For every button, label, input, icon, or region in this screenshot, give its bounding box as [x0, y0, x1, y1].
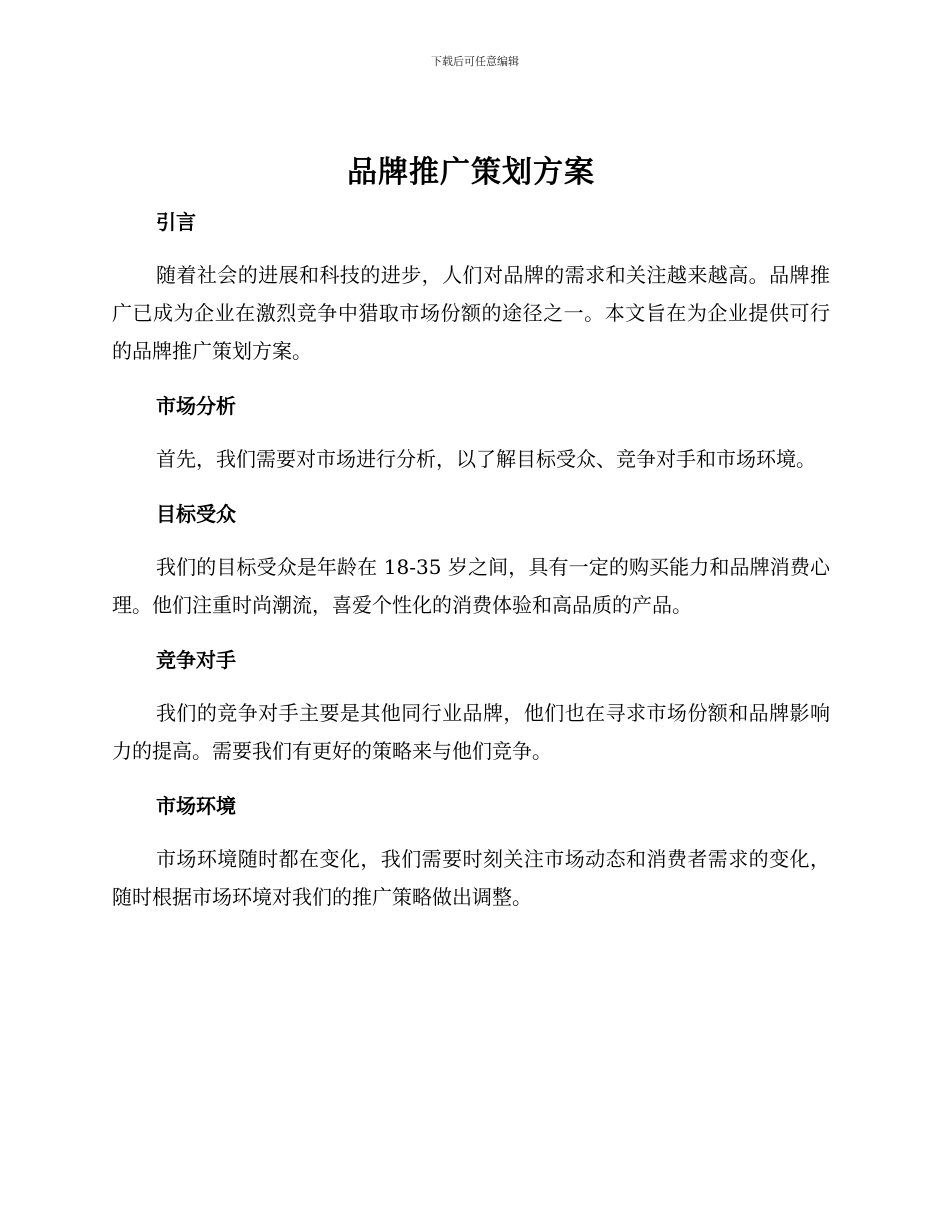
section-paragraph-target-audience: 我们的目标受众是年龄在 18-35 岁之间，具有一定的购买能力和品牌消费心理。他们注重时尚潮流，喜爱个性化的消费体验和高品质的产品。 — [112, 555, 830, 617]
section-heading-market-environment: 市场环境 — [156, 794, 236, 818]
section-heading-target-audience: 目标受众 — [156, 502, 236, 526]
header-note: 下载后可任意编辑 — [431, 55, 519, 68]
section-paragraph-competitors: 我们的竞争对手主要是其他同行业品牌，他们也在寻求市场份额和品牌影响力的提高。需要我们有更好的策略来与他们竞争。 — [112, 701, 830, 763]
document-title: 品牌推广策划方案 — [347, 155, 595, 190]
section-heading-introduction: 引言 — [156, 210, 196, 234]
section-paragraph-introduction: 随着社会的进展和科技的进步，人们对品牌的需求和关注越来越高。品牌推广已成为企业在激烈竞争中猎取市场份额的途径之一。本文旨在为企业提供可行的品牌推广策划方案。 — [112, 263, 830, 363]
section-heading-competitors: 竞争对手 — [156, 648, 236, 672]
section-heading-market-analysis: 市场分析 — [156, 394, 236, 418]
document-content — [112, 150, 830, 936]
section-paragraph-market-analysis: 首先，我们需要对市场进行分析，以了解目标受众、竞争对手和市场环境。 — [156, 447, 816, 471]
section-paragraph-market-environment: 市场环境随时都在变化，我们需要时刻关注市场动态和消费者需求的变化，随时根据市场环境对我们的推广策略做出调整。 — [112, 847, 830, 909]
